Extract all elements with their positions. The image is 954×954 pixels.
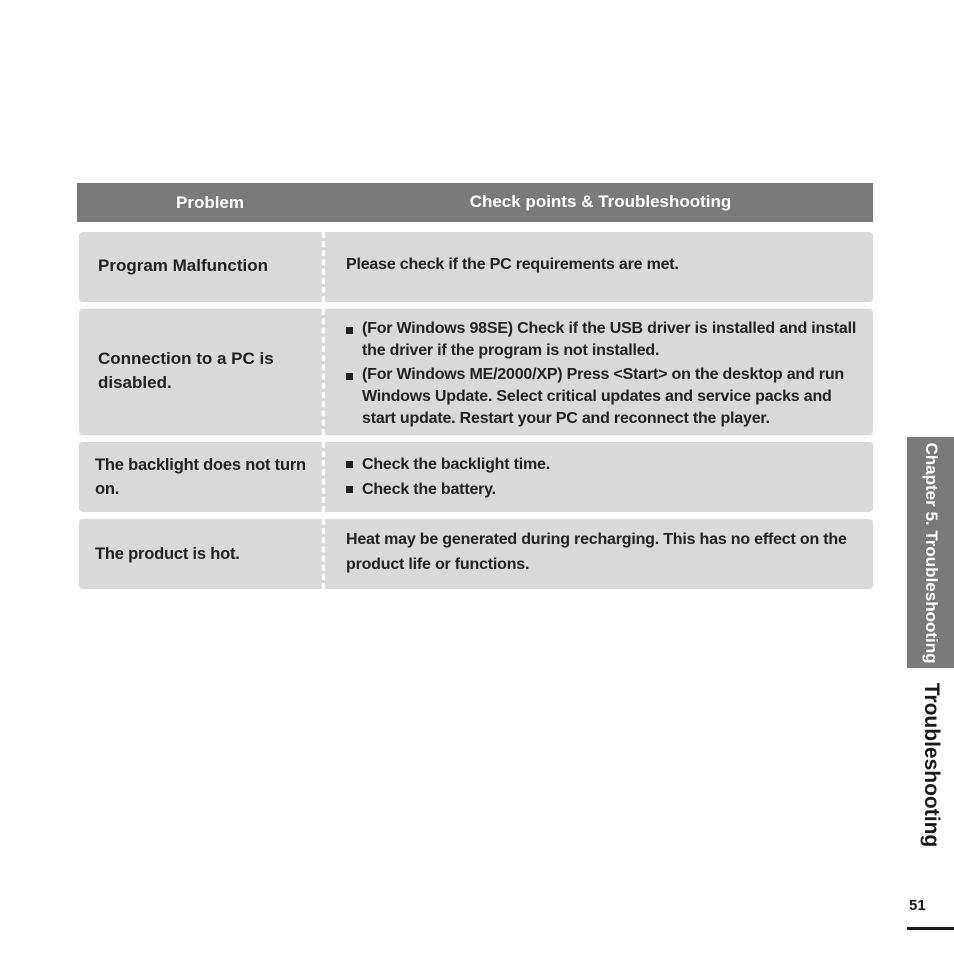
section-label: Troubleshooting — [919, 682, 943, 847]
square-bullet-icon — [346, 461, 353, 468]
problem-cell: The backlight does not turn on. — [95, 456, 306, 498]
square-bullet-icon — [346, 486, 353, 493]
square-bullet-icon — [346, 327, 353, 334]
problem-cell: Program Malfunction — [98, 256, 269, 275]
bullet-text: Check the backlight time. — [362, 456, 550, 473]
problem-cell: Connection to a PC is disabled. — [98, 349, 274, 392]
dashed-divider — [322, 232, 325, 302]
table-header — [77, 183, 873, 222]
square-bullet-icon — [346, 373, 353, 380]
header-check-points: Check points & Troubleshooting — [469, 192, 732, 211]
dashed-divider — [322, 442, 325, 512]
table-row — [79, 519, 873, 589]
check-cell: Heat may be generated during recharging. This has no effect on the product life or functions. — [346, 531, 847, 573]
bullet-text: (For Windows ME/2000/XP) Press <Start> on the desktop and run Windows Update. Select critical updates and service packs and start update. Restart your PC and reconnect the player. — [362, 366, 844, 427]
list-item — [346, 452, 861, 477]
problem-cell: The product is hot. — [95, 545, 240, 563]
dashed-divider — [322, 309, 325, 435]
page-number-rule — [907, 927, 954, 930]
check-cell: Please check if the PC requirements are met. — [346, 256, 679, 273]
table-row — [79, 309, 873, 435]
bullet-text: (For Windows 98SE) Check if the USB driver is installed and install the driver if the program is not installed. — [362, 320, 857, 359]
table-row — [79, 232, 873, 302]
chapter-label: Chapter 5. Troubleshooting — [921, 441, 941, 664]
list-item — [346, 477, 861, 502]
bullet-text: Check the battery. — [362, 481, 496, 498]
check-cell — [346, 452, 861, 502]
list-item — [346, 318, 861, 362]
dashed-divider — [322, 519, 325, 589]
check-cell — [346, 318, 861, 432]
table-row — [79, 442, 873, 512]
header-problem: Problem — [175, 193, 245, 212]
section-title — [907, 682, 954, 847]
page-number: 51 — [909, 897, 926, 914]
chapter-tab — [907, 437, 954, 668]
list-item — [346, 364, 861, 430]
